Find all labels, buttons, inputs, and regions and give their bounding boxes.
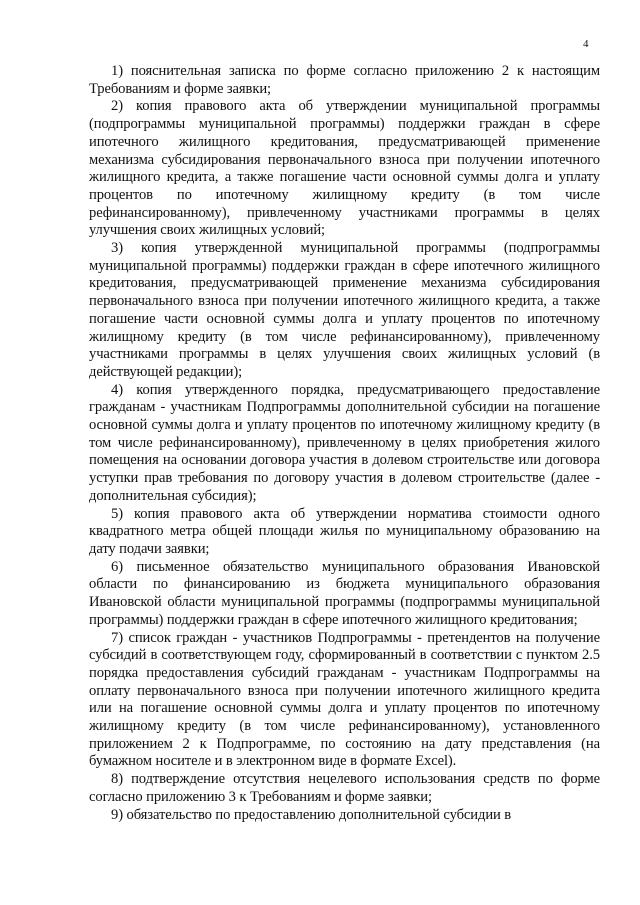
paragraph-item-3: 3) копия утвержденной муниципальной программы (подпрограммы муниципальной программы) поддержки граждан в сфере ипотечного жилищного кредитования, предусматривающей применение механизма субсидирования первоначального взноса при получении ипотечного жилищного кредита, а также погашение части основной суммы долга и уплату процентов по ипотечному жилищному кредиту (в том числе рефинансированному), привлеченному участниками программы в целях улучшения своих жилищных условий (в действующей редакции);: [89, 240, 600, 380]
paragraph-item-7: 7) список граждан - участников Подпрограммы - претендентов на получение субсидий в соответствующем году, сформированный в соответствии с пунктом 2.5 порядка предоставления субсидий гражданам - участникам Подпрограммы на оплату первоначального взноса при получении ипотечного жилищного кредита или на погашение основной суммы долга и уплату процентов по ипотечному жилищному кредиту (в том числе рефинансированному), установленного приложением 2 к Подпрограмме, по состоянию на дату представления (на бумажном носителе и в электронном виде в формате Excel).: [89, 629, 600, 770]
paragraph-item-9: 9) обязательство по предоставлению дополнительной субсидии в: [111, 806, 512, 823]
page-number: 4: [583, 38, 589, 50]
paragraph-item-4: 4) копия утвержденного порядка, предусматривающего предоставление гражданам - участникам Подпрограммы дополнительной субсидии на погашение основной суммы долга и уплату процентов по ипотечному жилищному кредиту (в том числе рефинансированному), привлеченному в целях приобретения жилого помещения на основании договора участия в долевом строительстве или договора уступки прав требования по договору участия в долевом строительстве (далее - дополнительная субсидия);: [89, 381, 600, 504]
paragraph-item-5: 5) копия правового акта об утверждении норматива стоимости одного квадратного метра общей площади жилья по муниципальному образованию на дату подачи заявки;: [89, 505, 600, 557]
paragraph-item-8: 8) подтверждение отсутствия нецелевого использования средств по форме согласно приложению 3 к Требованиям и форме заявки;: [89, 771, 600, 805]
document-body: [89, 63, 600, 824]
paragraph-item-1: 1) пояснительная записка по форме согласно приложению 2 к настоящим Требованиям и форме заявки;: [89, 63, 600, 97]
paragraph-item-6: 6) письменное обязательство муниципального образования Ивановской области по финансированию из бюджета муниципального образования Ивановской области муниципальной программы (подпрограммы муниципальной программы) поддержки граждан в сфере ипотечного жилищного кредитования;: [89, 558, 600, 628]
paragraph-item-2: 2) копия правового акта об утверждении муниципальной программы (подпрограммы муниципальной программы) поддержки граждан в сфере ипотечного жилищного кредитования, предусматривающей применение механизма субсидирования первоначального взноса при получении ипотечного жилищного кредита, а также погашение части основной суммы долга и уплату процентов по ипотечному жилищному кредиту (в том числе рефинансированному), привлеченному участниками программы в целях улучшения своих жилищных условий;: [89, 98, 600, 239]
